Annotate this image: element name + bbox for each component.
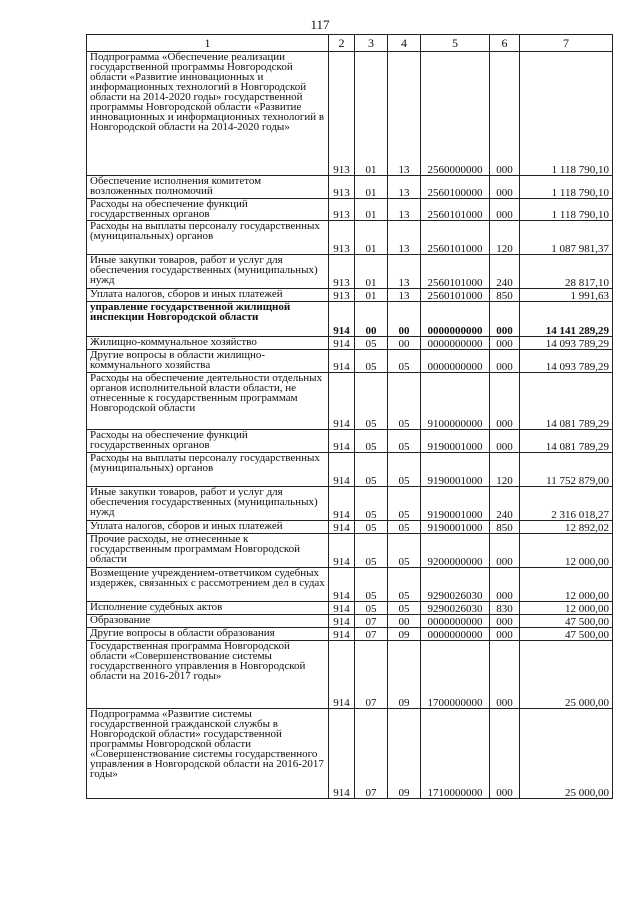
target-article-cell: 0000000000 [421,615,490,628]
table-row [87,568,613,602]
target-article-cell: 9200000000 [421,534,490,568]
ministry-code-cell: 914 [329,602,355,615]
table-row [87,453,613,487]
section-code-cell: 01 [355,52,388,176]
row-name-cell: Подпрограмма «Обеспечение реализации государственной программы Новгородской области «Развитие инновационных и информационных технологий в Новгородской области на 2014-2020 годы» государственной программы Новгородской области «Развитие инновационных и информационных технологий в Новгородской области на 2014-2020 годы» [87,52,329,176]
row-name-cell: Обеспечение исполнения комитетом возложенных полномочий [87,176,329,199]
subsection-code-cell: 09 [388,641,421,709]
target-article-cell: 9290026030 [421,568,490,602]
subsection-code-cell: 13 [388,176,421,199]
table-row [87,602,613,615]
column-header: 2 [329,35,355,52]
expense-type-cell: 000 [490,52,520,176]
subsection-code-cell: 05 [388,521,421,534]
row-name-cell: Подпрограмма «Развитие системы государственной гражданской службы в Новгородской области» государственной программы Новгородской области «Совершенствование системы государственного управления в Новгородской области на 2016-2017 годы» [87,709,329,799]
section-code-cell: 01 [355,176,388,199]
row-name-cell: Уплата налогов, сборов и иных платежей [87,289,329,302]
ministry-code-cell: 914 [329,337,355,350]
expense-type-cell: 850 [490,521,520,534]
row-name-cell: управление государственной жилищной инспекции Новгородской области [87,302,329,337]
row-name-cell: Расходы на обеспечение функций государственных органов [87,430,329,453]
target-article-cell: 9190001000 [421,487,490,521]
row-name-cell: Другие вопросы в области жилищно-коммунального хозяйства [87,350,329,373]
ministry-code-cell: 914 [329,534,355,568]
ministry-code-cell: 913 [329,221,355,255]
row-name-cell: Исполнение судебных актов [87,602,329,615]
amount-cell: 25 000,00 [520,641,613,709]
ministry-code-cell: 914 [329,487,355,521]
table-row [87,176,613,199]
target-article-cell: 9190001000 [421,521,490,534]
column-header: 1 [87,35,329,52]
row-name-cell: Расходы на выплаты персоналу государственных (муниципальных) органов [87,453,329,487]
amount-cell: 25 000,00 [520,709,613,799]
ministry-code-cell: 914 [329,453,355,487]
expense-type-cell: 000 [490,568,520,602]
column-header: 5 [421,35,490,52]
amount-cell: 12 000,00 [520,568,613,602]
row-name-cell: Расходы на обеспечение функций государственных органов [87,199,329,221]
row-name-cell: Возмещение учреждением-ответчиком судебных издержек, связанных с рассмотрением дел в судах [87,568,329,602]
expense-type-cell: 000 [490,337,520,350]
table-row [87,337,613,350]
expense-type-cell: 000 [490,430,520,453]
row-name-cell: Государственная программа Новгородской области «Совершенствование системы государственного управления в Новгородской области на 2016-2017 годы» [87,641,329,709]
table-row [87,709,613,799]
target-article-cell: 9190001000 [421,453,490,487]
amount-cell: 1 991,63 [520,289,613,302]
budget-table [86,34,613,799]
target-article-cell: 9290026030 [421,602,490,615]
ministry-code-cell: 914 [329,568,355,602]
ministry-code-cell: 914 [329,302,355,337]
section-code-cell: 05 [355,337,388,350]
ministry-code-cell: 913 [329,199,355,221]
row-name-cell: Уплата налогов, сборов и иных платежей [87,521,329,534]
row-name-cell: Иные закупки товаров, работ и услуг для обеспечения государственных (муниципальных) нужд [87,255,329,289]
amount-cell: 14 093 789,29 [520,337,613,350]
target-article-cell: 2560101000 [421,289,490,302]
section-code-cell: 00 [355,302,388,337]
subsection-code-cell: 13 [388,199,421,221]
expense-type-cell: 000 [490,534,520,568]
expense-type-cell: 240 [490,487,520,521]
section-code-cell: 07 [355,709,388,799]
amount-cell: 14 081 789,29 [520,430,613,453]
table-row [87,628,613,641]
subsection-code-cell: 13 [388,255,421,289]
row-name-cell: Другие вопросы в области образования [87,628,329,641]
row-name-cell: Расходы на выплаты персоналу государственных (муниципальных) органов [87,221,329,255]
section-code-cell: 05 [355,350,388,373]
expense-type-cell: 000 [490,302,520,337]
target-article-cell: 0000000000 [421,628,490,641]
ministry-code-cell: 914 [329,641,355,709]
amount-cell: 1 118 790,10 [520,52,613,176]
subsection-code-cell: 09 [388,709,421,799]
expense-type-cell: 830 [490,602,520,615]
section-code-cell: 05 [355,521,388,534]
amount-cell: 12 892,02 [520,521,613,534]
ministry-code-cell: 914 [329,521,355,534]
ministry-code-cell: 913 [329,289,355,302]
amount-cell: 14 093 789,29 [520,350,613,373]
expense-type-cell: 240 [490,255,520,289]
expense-type-cell: 850 [490,289,520,302]
subsection-code-cell: 13 [388,221,421,255]
ministry-code-cell: 913 [329,176,355,199]
expense-type-cell: 000 [490,641,520,709]
amount-cell: 1 118 790,10 [520,199,613,221]
subsection-code-cell: 00 [388,337,421,350]
target-article-cell: 9190001000 [421,430,490,453]
subsection-code-cell: 13 [388,52,421,176]
target-article-cell: 0000000000 [421,350,490,373]
section-code-cell: 01 [355,289,388,302]
section-code-cell: 07 [355,641,388,709]
expense-type-cell: 000 [490,199,520,221]
section-code-cell: 01 [355,255,388,289]
section-code-cell: 05 [355,453,388,487]
table-header-row [87,35,613,52]
ministry-code-cell: 914 [329,709,355,799]
subsection-code-cell: 00 [388,615,421,628]
table-row [87,521,613,534]
table-row [87,199,613,221]
table-row [87,430,613,453]
expense-type-cell: 000 [490,628,520,641]
expense-type-cell: 000 [490,615,520,628]
page-number: 117 [310,17,330,32]
amount-cell: 1 087 981,37 [520,221,613,255]
section-code-cell: 05 [355,568,388,602]
amount-cell: 1 118 790,10 [520,176,613,199]
table-row [87,373,613,430]
expense-type-cell: 000 [490,176,520,199]
amount-cell: 12 000,00 [520,534,613,568]
ministry-code-cell: 914 [329,615,355,628]
subsection-code-cell: 05 [388,534,421,568]
target-article-cell: 2560101000 [421,255,490,289]
subsection-code-cell: 05 [388,487,421,521]
table-row [87,350,613,373]
row-name-cell: Расходы на обеспечение деятельности отдельных органов исполнительной власти области, не отнесенные к государственным программам Новгородской области [87,373,329,430]
table-row [87,289,613,302]
amount-cell: 14 141 289,29 [520,302,613,337]
section-code-cell: 07 [355,628,388,641]
ministry-code-cell: 913 [329,52,355,176]
amount-cell: 14 081 789,29 [520,373,613,430]
table-row [87,641,613,709]
table-row [87,255,613,289]
subsection-code-cell: 05 [388,453,421,487]
ministry-code-cell: 914 [329,373,355,430]
ministry-code-cell: 914 [329,628,355,641]
subsection-code-cell: 05 [388,350,421,373]
subsection-code-cell: 13 [388,289,421,302]
section-code-cell: 05 [355,487,388,521]
subsection-code-cell: 00 [388,302,421,337]
expense-type-cell: 120 [490,221,520,255]
section-code-cell: 01 [355,221,388,255]
section-code-cell: 05 [355,602,388,615]
table-row [87,534,613,568]
target-article-cell: 2560101000 [421,199,490,221]
expense-type-cell: 000 [490,709,520,799]
target-article-cell: 0000000000 [421,302,490,337]
column-header: 4 [388,35,421,52]
expense-type-cell: 000 [490,350,520,373]
target-article-cell: 2560100000 [421,176,490,199]
expense-type-cell: 000 [490,373,520,430]
table-row [87,221,613,255]
table-row [87,302,613,337]
amount-cell: 47 500,00 [520,615,613,628]
section-code-cell: 05 [355,373,388,430]
section-code-cell: 07 [355,615,388,628]
amount-cell: 11 752 879,00 [520,453,613,487]
subsection-code-cell: 05 [388,430,421,453]
subsection-code-cell: 09 [388,628,421,641]
target-article-cell: 9100000000 [421,373,490,430]
subsection-code-cell: 05 [388,602,421,615]
subsection-code-cell: 05 [388,373,421,430]
table-row [87,615,613,628]
table-row [87,487,613,521]
target-article-cell: 2560101000 [421,221,490,255]
amount-cell: 2 316 018,27 [520,487,613,521]
column-header: 7 [520,35,613,52]
target-article-cell: 2560000000 [421,52,490,176]
target-article-cell: 1710000000 [421,709,490,799]
row-name-cell: Образование [87,615,329,628]
row-name-cell: Жилищно-коммунальное хозяйство [87,337,329,350]
ministry-code-cell: 914 [329,350,355,373]
target-article-cell: 0000000000 [421,337,490,350]
expense-type-cell: 120 [490,453,520,487]
target-article-cell: 1700000000 [421,641,490,709]
subsection-code-cell: 05 [388,568,421,602]
table-row [87,52,613,176]
row-name-cell: Прочие расходы, не отнесенные к государственным программам Новгородской области [87,534,329,568]
section-code-cell: 01 [355,199,388,221]
amount-cell: 12 000,00 [520,602,613,615]
ministry-code-cell: 914 [329,430,355,453]
column-header: 6 [490,35,520,52]
row-name-cell: Иные закупки товаров, работ и услуг для обеспечения государственных (муниципальных) нужд [87,487,329,521]
amount-cell: 28 817,10 [520,255,613,289]
ministry-code-cell: 913 [329,255,355,289]
section-code-cell: 05 [355,430,388,453]
section-code-cell: 05 [355,534,388,568]
column-header: 3 [355,35,388,52]
amount-cell: 47 500,00 [520,628,613,641]
